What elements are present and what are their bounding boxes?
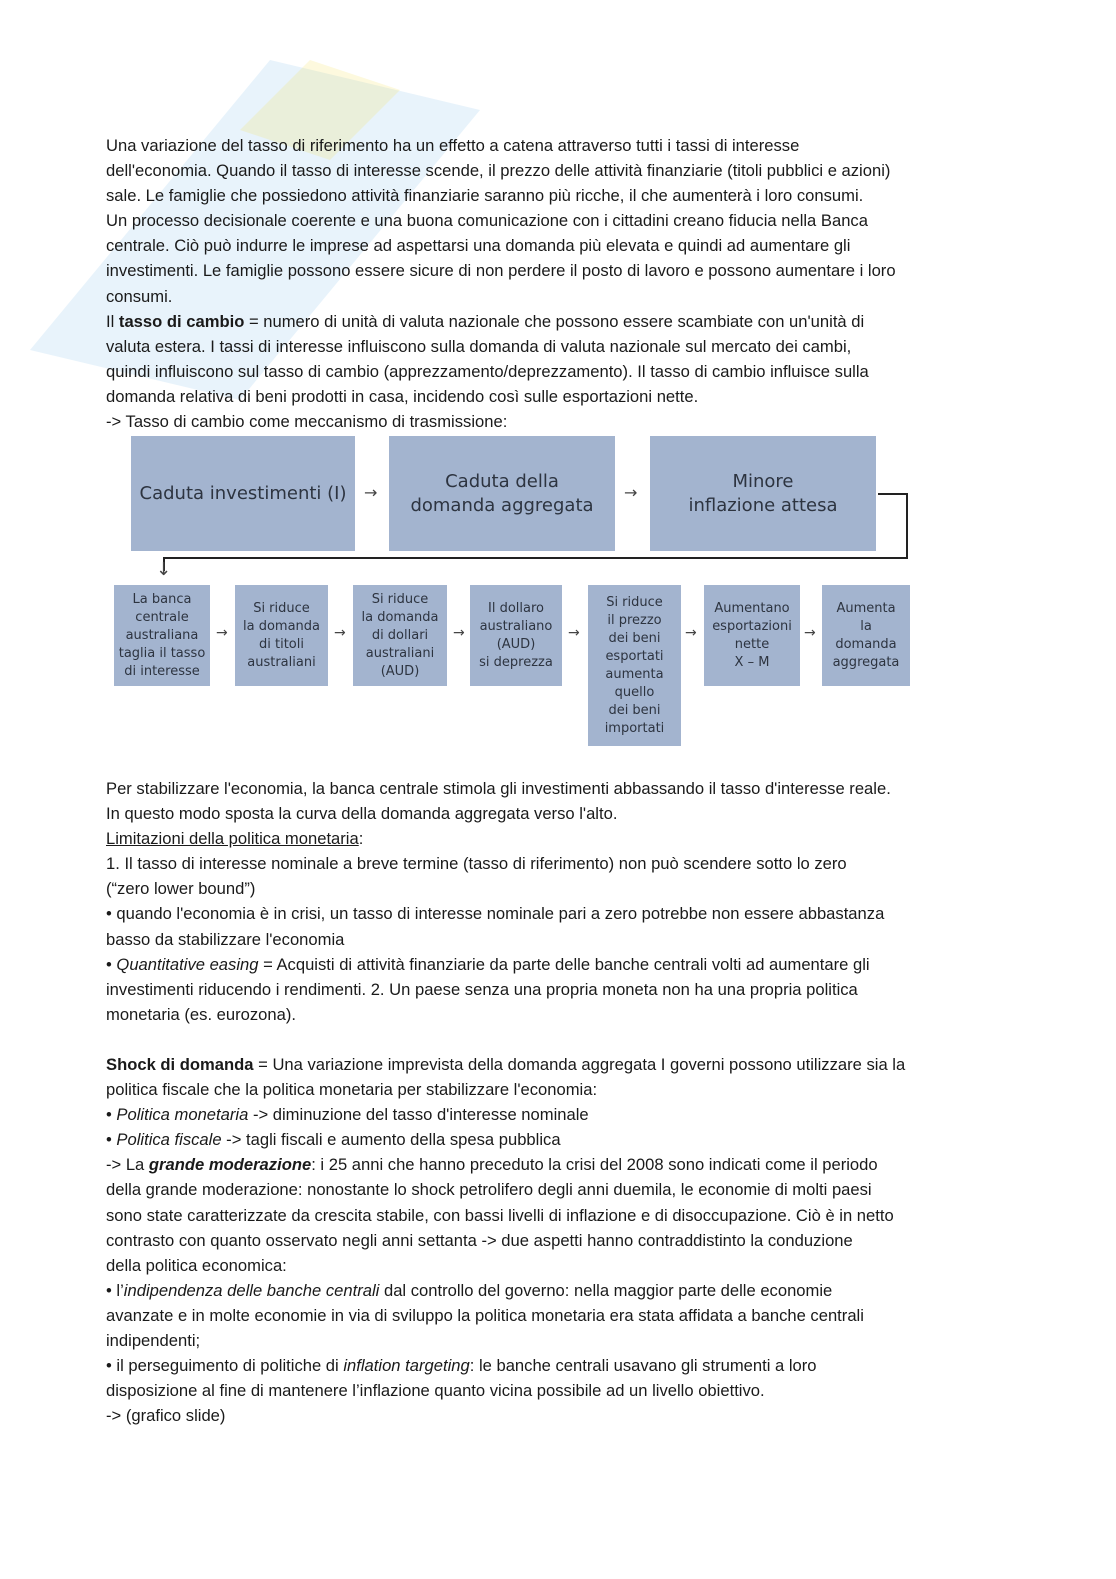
text-run: Quantitative easing bbox=[116, 954, 259, 974]
diagram-arrow-icon: → bbox=[364, 483, 378, 502]
text-line bbox=[106, 1002, 1006, 1027]
text-section-top bbox=[106, 133, 1006, 434]
diagram-box-label: La banca centrale australiana taglia il tasso di interesse bbox=[118, 591, 206, 679]
text-run: Il bbox=[106, 311, 119, 331]
diagram-arrow-icon: → bbox=[453, 625, 465, 641]
text-line bbox=[106, 1303, 1006, 1328]
text-line bbox=[106, 851, 1006, 876]
text-line bbox=[106, 1403, 1006, 1428]
text-run: sono state caratterizzate da crescita stabile, con bassi livelli di inflazione e di disoccupazione. Ciò è in netto bbox=[106, 1205, 894, 1225]
text-line bbox=[106, 183, 1006, 208]
diagram-arrow-icon: → bbox=[804, 625, 816, 641]
text-run: investimenti riducendo i rendimenti. 2. Un paese senza una propria moneta non ha una propria politica bbox=[106, 979, 858, 999]
text-section-bottom bbox=[106, 776, 1006, 1428]
diagram-box-label: Aumenta la domanda aggregata bbox=[832, 600, 900, 670]
text-line bbox=[106, 1328, 1006, 1353]
diagram-box-top-2 bbox=[389, 436, 615, 551]
text-run: dal controllo del governo: nella maggior parte delle economie bbox=[379, 1280, 833, 1300]
text-line bbox=[106, 208, 1006, 233]
transmission-diagram bbox=[112, 433, 912, 753]
text-run: della grande moderazione: nonostante lo shock petrolifero degli anni duemila, le economie di molti paesi bbox=[106, 1180, 872, 1200]
text-line bbox=[106, 1228, 1006, 1253]
text-line bbox=[106, 927, 1006, 952]
text-run: -> Tasso di cambio come meccanismo di trasmissione: bbox=[106, 412, 508, 432]
diagram-box-label: Si riduce la domanda di dollari australiani (AUD) bbox=[361, 591, 439, 679]
text-run: Politica fiscale bbox=[116, 1130, 222, 1150]
diagram-down-arrow-icon: ↓ bbox=[156, 559, 172, 580]
diagram-box-label: Si riduce il prezzo dei beni esportati aumenta quello dei beni importati bbox=[604, 594, 665, 736]
text-run: = numero di unità di valuta nazionale che possono essere scambiate con un'unità di bbox=[244, 311, 865, 331]
diagram-box-bottom-2 bbox=[235, 585, 328, 686]
text-run: Limitazioni della politica monetaria bbox=[106, 829, 359, 849]
text-run: avanzate e in molte economie in via di sviluppo la politica monetaria era stata affidata a banche centrali bbox=[106, 1305, 864, 1325]
paragraph bbox=[106, 133, 1006, 434]
text-run: : le banche centrali usavano gli strumenti a loro bbox=[469, 1356, 817, 1376]
diagram-box-bottom-7 bbox=[822, 585, 910, 686]
text-line bbox=[106, 258, 1006, 283]
text-line bbox=[106, 977, 1006, 1002]
diagram-box-label: Caduta investimenti (I) bbox=[139, 482, 347, 504]
text-line bbox=[106, 133, 1006, 158]
text-run: (“zero lower bound”) bbox=[106, 879, 256, 899]
text-run: investimenti. Le famiglie possono essere sicure di non perdere il posto di lavoro e possono aumentare i loro bbox=[106, 261, 896, 281]
text-line bbox=[106, 1077, 1006, 1102]
text-line bbox=[106, 826, 1006, 851]
diagram-box-bottom-1 bbox=[114, 585, 210, 686]
text-run: = Una variazione imprevista della domanda aggregata I governi possono utilizzare sia la bbox=[253, 1054, 906, 1074]
diagram-box-top-1 bbox=[131, 436, 355, 551]
diagram-box-top-3 bbox=[650, 436, 876, 551]
text-line bbox=[106, 284, 1006, 309]
text-run: Una variazione del tasso di riferimento ha un effetto a catena attraverso tutti i tassi di interesse bbox=[106, 136, 800, 155]
text-run: Politica monetaria bbox=[116, 1105, 249, 1125]
diagram-box-bottom-4 bbox=[470, 585, 562, 686]
diagram-box-label: Minore inflazione attesa bbox=[688, 470, 838, 516]
text-run: disposizione al fine di mantenere l’inflazione quanto vicina possibile ad un livello obiettivo. bbox=[106, 1381, 765, 1401]
diagram-box-label: Il dollaro australiano (AUD) si deprezza bbox=[479, 600, 553, 670]
text-run: : bbox=[358, 829, 364, 849]
text-run: • il perseguimento di politiche di bbox=[106, 1356, 344, 1376]
text-run: tasso di cambio bbox=[118, 311, 245, 331]
text-run: -> diminuzione del tasso d'interesse nominale bbox=[248, 1105, 589, 1125]
text-run: In questo modo sposta la curva della domanda aggregata verso l'alto. bbox=[106, 804, 618, 824]
text-line bbox=[106, 384, 1006, 409]
text-run: centrale. Ciò può indurre le imprese ad aspettarsi una domanda più elevata e quindi ad aumentare gli bbox=[106, 236, 851, 256]
text-line bbox=[106, 801, 1006, 826]
text-run: monetaria (es. eurozona). bbox=[106, 1004, 297, 1024]
text-line bbox=[106, 1203, 1006, 1228]
text-run: • quando l'economia è in crisi, un tasso di interesse nominale pari a zero potrebbe non essere abbastanza bbox=[106, 904, 885, 924]
text-run: sale. Le famiglie che possiedono attività finanziarie saranno più ricche, il che aumenterà i loro consumi. bbox=[106, 186, 864, 206]
text-line bbox=[106, 233, 1006, 258]
text-run: quindi influiscono sul tasso di cambio (apprezzamento/deprezzamento). Il tasso di cambio influisce sulla bbox=[106, 361, 869, 381]
text-run: basso da stabilizzare l'economia bbox=[106, 929, 345, 949]
text-line bbox=[106, 876, 1006, 901]
text-run: contrasto con quanto osservato negli anni settanta -> due aspetti hanno contraddistinto la conduzione bbox=[106, 1230, 853, 1250]
diagram-box-label: Si riduce la domanda di titoli australiani bbox=[242, 600, 320, 670]
diagram-arrow-icon: → bbox=[568, 625, 580, 641]
text-run: indipendenza delle banche centrali bbox=[123, 1280, 380, 1300]
text-run: -> tagli fiscali e aumento della spesa pubblica bbox=[221, 1130, 561, 1150]
text-line bbox=[106, 776, 1006, 801]
text-run: politica fiscale che la politica monetaria per stabilizzare l'economia: bbox=[106, 1080, 598, 1100]
text-line bbox=[106, 309, 1006, 334]
text-line bbox=[106, 1052, 1006, 1077]
text-run: = Acquisti di attività finanziarie da parte delle banche centrali volti ad aumentare gli bbox=[258, 954, 870, 974]
text-run: Per stabilizzare l'economia, la banca centrale stimola gli investimenti abbassando il tasso d'interesse reale. bbox=[106, 779, 891, 798]
text-run: valuta estera. I tassi di interesse influiscono sulla domanda di valuta nazionale sul mercato dei cambi, bbox=[106, 336, 852, 356]
text-line bbox=[106, 359, 1006, 384]
text-line bbox=[106, 1177, 1006, 1202]
diagram-arrow-icon: → bbox=[216, 625, 228, 641]
text-line bbox=[106, 158, 1006, 183]
text-run: • l’ bbox=[106, 1280, 124, 1300]
text-run: Un processo decisionale coerente e una buona comunicazione con i cittadini creano fiducia nella Banca bbox=[106, 211, 868, 231]
diagram-arrow-icon: → bbox=[624, 483, 638, 502]
diagram-box-bottom-5 bbox=[588, 585, 681, 746]
diagram-box-bottom-6 bbox=[704, 585, 800, 686]
text-line bbox=[106, 952, 1006, 977]
text-line bbox=[106, 1278, 1006, 1303]
text-run: 1. Il tasso di interesse nominale a breve termine (tasso di riferimento) non può scendere sotto lo zero bbox=[106, 854, 847, 874]
text-run: grande moderazione bbox=[148, 1155, 312, 1175]
text-run: inflation targeting bbox=[343, 1356, 470, 1376]
paragraph bbox=[106, 776, 1006, 1027]
text-run: consumi. bbox=[106, 286, 173, 306]
text-line bbox=[106, 409, 1006, 434]
text-line bbox=[106, 1253, 1006, 1278]
diagram-box-label: Aumentano esportazioni nette X – M bbox=[712, 600, 792, 670]
text-run: • bbox=[106, 1130, 117, 1150]
text-run: : i 25 anni che hanno preceduto la crisi del 2008 sono indicati come il periodo bbox=[311, 1155, 878, 1175]
text-line bbox=[106, 1127, 1006, 1152]
text-line bbox=[106, 1353, 1006, 1378]
text-run: -> La bbox=[106, 1155, 149, 1175]
text-run: dell'economia. Quando il tasso di interesse scende, il prezzo delle attività finanziarie (titoli pubblici e azioni) bbox=[106, 161, 891, 181]
diagram-box-bottom-3 bbox=[353, 585, 447, 686]
diagram-arrow-icon: → bbox=[334, 625, 346, 641]
text-run: domanda relativa di beni prodotti in casa, incidendo così sulle esportazioni nette. bbox=[106, 386, 699, 406]
text-run: indipendenti; bbox=[106, 1330, 201, 1350]
text-run: della politica economica: bbox=[106, 1255, 287, 1275]
text-line bbox=[106, 901, 1006, 926]
text-line bbox=[106, 1378, 1006, 1403]
diagram-arrow-icon: → bbox=[685, 625, 697, 641]
text-run: • bbox=[106, 1105, 117, 1125]
paragraph bbox=[106, 1052, 1006, 1428]
text-run: Shock di domanda bbox=[106, 1054, 254, 1074]
diagram-box-label: Caduta della domanda aggregata bbox=[410, 470, 594, 516]
text-line bbox=[106, 1152, 1006, 1177]
text-run: -> (grafico slide) bbox=[106, 1406, 226, 1426]
paragraph-gap bbox=[106, 1027, 1006, 1052]
text-line bbox=[106, 1102, 1006, 1127]
text-line bbox=[106, 334, 1006, 359]
text-run: • bbox=[106, 954, 117, 974]
